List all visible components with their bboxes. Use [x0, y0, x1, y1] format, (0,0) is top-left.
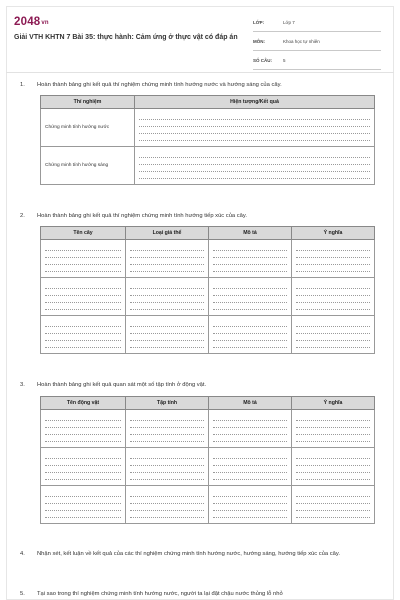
meta-value: Khoa học tự nhiên — [283, 39, 320, 44]
table-header-cell: Tên động vật — [41, 397, 126, 410]
header-divider — [6, 72, 394, 73]
question-1 — [20, 81, 380, 90]
question-4 — [20, 550, 380, 568]
question-3 — [20, 381, 380, 390]
meta-panel — [253, 18, 381, 75]
answer-cell[interactable] — [41, 410, 126, 448]
answer-cell[interactable] — [126, 278, 209, 316]
answer-cell[interactable] — [41, 486, 126, 524]
table-header-cell: Loại giá thể — [126, 227, 209, 240]
answer-cell[interactable] — [41, 278, 126, 316]
question-text: Hoàn thành bảng ghi kết quả thí nghiệm chứng minh tính hướng tiếp xúc của cây. — [37, 213, 247, 219]
meta-value: Lớp 7 — [283, 20, 295, 25]
site-logo[interactable]: 2048vn — [14, 16, 49, 28]
question-number: 4. — [20, 551, 25, 557]
answer-cell[interactable] — [126, 240, 209, 278]
meta-value: 5 — [283, 58, 286, 63]
question-text: Nhận xét, kết luận về kết quả của các thí nghiệm chứng minh tính hướng nước, hướng sáng, hướng tiếp xúc của cây. — [37, 551, 340, 557]
meta-row-class — [253, 18, 381, 32]
table-header-cell: Ý nghĩa — [292, 397, 375, 410]
question-number: 3. — [20, 382, 25, 388]
table-header-cell: Tên cây — [41, 227, 126, 240]
table-q2 — [40, 226, 375, 354]
table-row — [41, 410, 375, 448]
answer-cell[interactable] — [292, 278, 375, 316]
answer-cell[interactable] — [209, 278, 292, 316]
meta-label: LỚP: — [253, 20, 265, 25]
answer-cell[interactable] — [126, 316, 209, 354]
table-row — [41, 316, 375, 354]
answer-cell[interactable] — [292, 316, 375, 354]
table-header-cell: Thí nghiệm — [41, 96, 135, 109]
answer-cell[interactable] — [292, 240, 375, 278]
answer-cell[interactable] — [292, 486, 375, 524]
question-number: 1. — [20, 82, 25, 88]
table-row — [41, 109, 375, 147]
meta-label: SỐ CÂU: — [253, 58, 272, 63]
meta-row-count — [253, 56, 381, 70]
table-row — [41, 147, 375, 185]
table-row — [41, 486, 375, 524]
question-2 — [20, 212, 380, 221]
question-number: 2. — [20, 213, 25, 219]
answer-cell[interactable] — [292, 410, 375, 448]
question-text: Tại sao trong thí nghiệm chứng minh tính hướng nước, người ta lại đặt chậu nước thủng lỗ nhỏ — [37, 591, 283, 597]
table-header-cell: Tập tính — [126, 397, 209, 410]
answer-cell[interactable] — [126, 486, 209, 524]
table-header-cell: Ý nghĩa — [292, 227, 375, 240]
answer-cell[interactable] — [135, 109, 375, 147]
answer-cell[interactable] — [126, 448, 209, 486]
table-header-cell: Mô tả — [209, 397, 292, 410]
question-number: 5. — [20, 591, 25, 597]
table-row — [41, 448, 375, 486]
answer-cell[interactable] — [209, 240, 292, 278]
answer-cell[interactable] — [126, 410, 209, 448]
table-header-cell: Mô tả — [209, 227, 292, 240]
question-text: Hoàn thành bảng ghi kết quả thí nghiệm chứng minh tính hướng nước và hướng sáng của cây. — [37, 82, 282, 88]
table-row — [41, 240, 375, 278]
table-q3 — [40, 396, 375, 524]
answer-cell[interactable] — [209, 486, 292, 524]
question-5 — [20, 590, 380, 600]
answer-cell[interactable] — [209, 448, 292, 486]
page-title: Giải VTH KHTN 7 Bài 35: thực hành: Cảm ứng ở thực vật có đáp án — [14, 34, 238, 41]
table-q1 — [40, 95, 375, 185]
meta-row-subject — [253, 37, 381, 51]
answer-cell[interactable] — [41, 448, 126, 486]
table-cell: Chứng minh tính hướng nước — [41, 109, 135, 147]
meta-label: MÔN: — [253, 39, 265, 44]
table-cell: Chứng minh tính hướng sáng — [41, 147, 135, 185]
table-row — [41, 278, 375, 316]
answer-cell[interactable] — [209, 316, 292, 354]
answer-cell[interactable] — [135, 147, 375, 185]
question-text: Hoàn thành bảng ghi kết quả quan sát một số tập tính ở động vật. — [37, 382, 207, 388]
answer-cell[interactable] — [41, 240, 126, 278]
answer-cell[interactable] — [292, 448, 375, 486]
table-header-cell: Hiện tượng/Kết quả — [135, 96, 375, 109]
answer-cell[interactable] — [41, 316, 126, 354]
answer-cell[interactable] — [209, 410, 292, 448]
